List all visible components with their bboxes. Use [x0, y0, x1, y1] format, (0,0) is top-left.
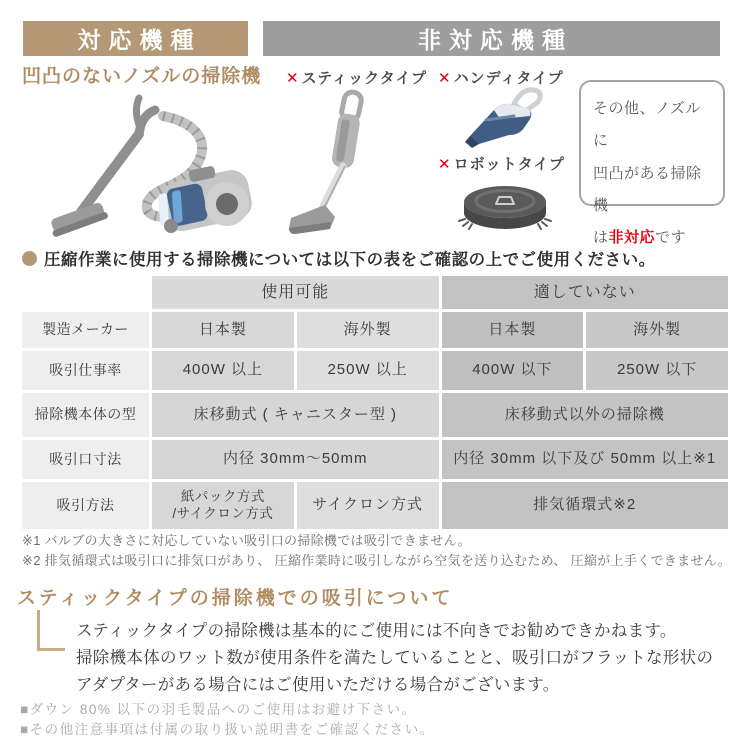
table-header-unsuitable: 適していない: [442, 276, 729, 309]
table-header-usable: 使用可能: [152, 276, 439, 309]
compatible-subtitle: 凹凸のないノズルの掃除機: [22, 66, 262, 87]
note-box-line: その他、ノズルに: [593, 100, 701, 150]
table-cell: 排気循環式※2: [442, 482, 729, 529]
table-notice-text: 圧縮作業に使用する掃除機については以下の表をご確認の上でご使用ください。: [44, 251, 656, 269]
stick-section-paragraph: [76, 618, 726, 699]
handy-type-label: ✕ ハンディタイプ: [438, 70, 564, 87]
table-corner-cell: [22, 276, 149, 309]
row-label-port-size: 吸引口寸法: [22, 440, 149, 479]
bracket-decoration: [37, 610, 65, 651]
table-cell: 内径 30mm 以下及び 50mm 以上※1: [442, 440, 729, 479]
note-box-line: は非対応です: [593, 229, 687, 246]
table-cell: 海外製: [297, 312, 439, 348]
stick-section-title: スティックタイプの掃除機での吸引について: [17, 588, 454, 609]
compatibility-table: [22, 276, 728, 529]
table-cell: 250W 以上: [297, 351, 439, 390]
table-cell: 400W 以上: [152, 351, 294, 390]
compatible-header-bar: 対応機種: [23, 21, 248, 56]
x-mark-icon: ✕: [286, 70, 300, 87]
footer-note-1: ■ダウン 80% 以下の羽毛製品へのご使用はお避け下さい。: [20, 702, 417, 717]
table-cell: 床移動式以外の掃除機: [442, 393, 729, 437]
robot-type-label: ✕ ロボットタイプ: [438, 156, 565, 173]
x-mark-icon: ✕: [438, 70, 452, 87]
footnote-2: ※2 排気循環式は吸引口に排気口があり、 圧縮作業時に吸引しながら空気を送り込むため、 圧縮が上手くできません。: [22, 553, 732, 568]
row-label-method: 吸引方法: [22, 482, 149, 529]
stick-vacuum-illustration: [285, 88, 385, 236]
table-cell: サイクロン方式: [297, 482, 439, 529]
row-label-body-type: 掃除機本体の型: [22, 393, 149, 437]
row-label-power: 吸引仕事率: [22, 351, 149, 390]
other-nozzle-note-box: [579, 80, 725, 246]
stick-type-label: ✕ スティックタイプ: [286, 70, 428, 87]
table-cell: 床移動式 ( キャニスター型 ): [152, 393, 439, 437]
table-cell: 日本製: [152, 312, 294, 348]
table-cell: 250W 以下: [586, 351, 728, 390]
note-box-line: 凹凸がある掃除機: [593, 164, 702, 214]
robot-vacuum-illustration: [458, 178, 553, 230]
stick-paragraph-line: スティックタイプの掃除機は基本的にご使用には不向きでお勧めできかねます。: [76, 622, 677, 640]
row-label-maker: 製造メーカー: [22, 312, 149, 348]
table-cell: 日本製: [442, 312, 584, 348]
table-cell: 紙パック方式 /サイクロン方式: [152, 482, 294, 529]
incompatible-highlight: 非対応: [608, 229, 656, 246]
incompatible-header-bar: 非対応機種: [263, 21, 720, 56]
table-notice: [22, 246, 656, 270]
bullet-icon: [22, 251, 37, 266]
footer-note-2: ■その他注意事項は付属の取り扱い説明書をご確認ください。: [20, 722, 435, 737]
table-cell: 海外製: [586, 312, 728, 348]
x-mark-icon: ✕: [438, 156, 452, 173]
handy-vacuum-illustration: [462, 86, 547, 148]
table-cell: 400W 以下: [442, 351, 584, 390]
canister-vacuum-illustration: [45, 90, 270, 238]
footnote-1: ※1 バルブの大きさに対応していない吸引口の掃除機では吸引できません。: [22, 533, 472, 548]
stick-paragraph-line: アダプターがある場合にはご使用いただける場合がございます。: [76, 676, 560, 694]
stick-paragraph-line: 掃除機本体のワット数が使用条件を満たしていることと、吸引口がフラットな形状の: [76, 649, 714, 667]
table-cell: 内径 30mm〜50mm: [152, 440, 439, 479]
